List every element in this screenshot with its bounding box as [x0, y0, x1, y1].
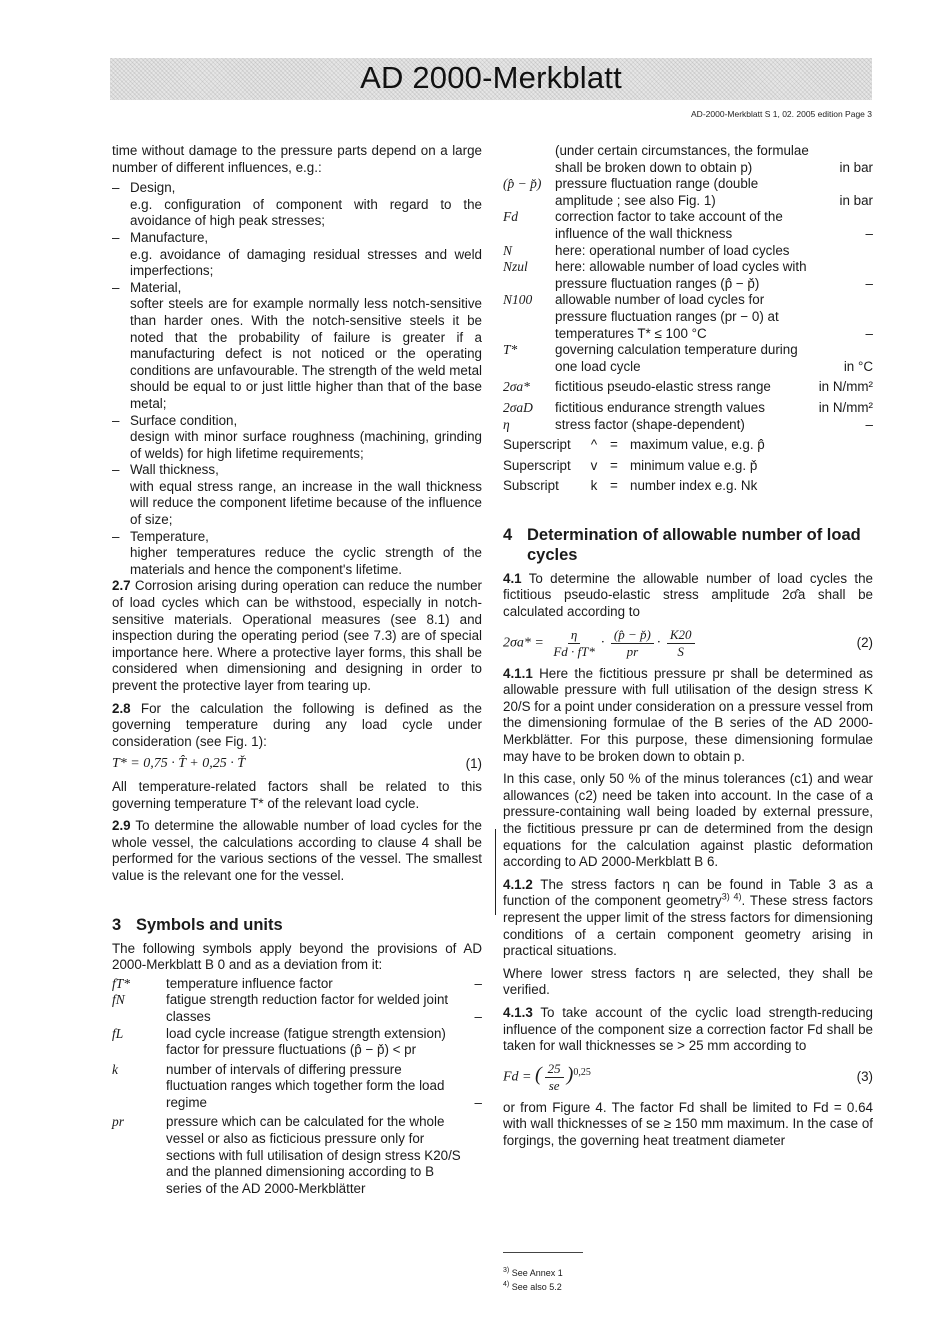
script-conventions — [503, 437, 873, 495]
clause-4-1-2-cont: Where lower stress factors η are selected, they shall be verified. — [503, 965, 873, 998]
list-item: – Temperature, higher temperatures reduce the cyclic strength of the materials and hence the component's lifetime. — [112, 529, 482, 579]
equation-3: Fd = ( $\frac{25}{se}$ )$^{0,25}$ (3) — [503, 1060, 873, 1093]
clause-2-9: 2.9 To determine the allowable number of load cycles for the whole vessel, the calculations according to clause 4 shall be performed for the various sections of the vessel. The smallest value is the relevant one for the vessel. — [112, 818, 482, 883]
table-row: 2σa* fictitious pseudo-elastic stress range in N/mm² — [503, 379, 873, 395]
symbols-table-right — [503, 143, 873, 433]
equation-2: 2σa* = $\frac{\eta}{Fd \cdot fT*}$ · $\frac{(p̂ - p̌)}{pr}$ · $\frac{K20}{S}$ (2) — [503, 626, 873, 659]
section-4-heading: 4 Determination of allowable number of load cycles — [503, 525, 861, 564]
equation-1: T* = 0,75 · T̂ + 0,25 · Ť (1) — [112, 756, 482, 772]
intro-paragraph: time without damage to the pressure parts depend on a large number of different influences, e.g.: — [112, 143, 482, 175]
table-row: fT* temperature influence factor – — [112, 975, 482, 991]
table-row: 2σaD fictitious endurance strength values in N/mm² — [503, 399, 873, 415]
change-bar — [495, 829, 496, 915]
list-item: – Surface condition, design with minor surface roughness (machining, grinding of welds) for high lifetime requirements; — [112, 413, 482, 463]
header-band — [110, 58, 872, 100]
clause-4-1-1: 4.1.1 Here the fictitious pressure pr shall be determined as allowable pressure with full utilisation of the design stress K 20/S for a point under consideration on a pressure vessel from the dimensioning formulae of the B series of the AD 2000-Merkblätter. For this purpose, these dimensioning formulae may have to be broken down to obtain p. — [503, 665, 873, 764]
table-row: Fd correction factor to take account of the influence of the wall thickness – — [503, 209, 873, 241]
clause-2-8-after: All temperature-related factors shall be related to this governing temperature T* of the relevant load cycle. — [112, 778, 482, 811]
table-row: Subscript k = number index e.g. Nk — [503, 478, 758, 494]
table-row: N100 allowable number of load cycles for pressure fluctuation ranges (pr − 0) at temperatures T* ≤ 100 °C – — [503, 292, 873, 341]
clause-4-1-1-cont: In this case, only 50 % of the minus tolerances (c1) and wear allowances (c2) need be taken into account. In the case of a pressure-containing wall being loaded by external pressure, the fictitious pressure pr can de determined from the design equations for the calculation against plastic deformation according to AD 2000-Merkblatt B 6. — [503, 771, 873, 870]
clause-2-7: 2.7 Corrosion arising during operation can reduce the number of load cycles which can be withstood, especially in notch-sensitive materials. Operational measures (see 8.1) and inspection during the operating period (see 7.3) are of special importance here. Where a protective layer forms, this shall be considered when dimensioning and designing in order to prevent the protective layer from tearing up. — [112, 578, 482, 693]
influences-list — [112, 180, 482, 578]
table-row: fN fatigue strength reduction factor for welded joint classes – — [112, 992, 482, 1024]
table-row: η stress factor (shape-dependent) – — [503, 416, 873, 432]
footnote: $^{4)}$ See also 5.2 — [503, 1281, 562, 1292]
left-column — [112, 143, 482, 1197]
list-item: – Material, softer steels are for example normally less notch-sensitive than harder ones. With the notch-sensitive steels it be noted that the probability of failure is greater if a manufacturing defect is not noticed or the operating conditions are unfavourable. The strength of the weld metal should be equal to or just little higher than that of the base metal; — [112, 280, 482, 413]
clause-4-1-3: 4.1.3 To take account of the cyclic load strength-reducing influence of the component size a correction factor Fd shall be taken for wall thicknesses se > 25 mm according to — [503, 1004, 873, 1054]
footnote: $^{3)}$ See Annex 1 — [503, 1267, 563, 1278]
list-item: – Manufacture, e.g. avoidance of damaging residual stresses and weld imperfections; — [112, 230, 482, 280]
footnote-rule — [503, 1252, 583, 1253]
right-column — [503, 143, 873, 1150]
table-row: fL load cycle increase (fatigue strength extension) factor for pressure fluctuations (p̂ − p̌) < pr — [112, 1025, 446, 1058]
table-row: Superscript ^ = maximum value, e.g. p̂ — [503, 437, 765, 453]
section-3-intro: The following symbols apply beyond the provisions of AD 2000-Merkblatt B 0 and as a deviation from it: — [112, 940, 482, 973]
table-row: pr pressure which can be calculated for the whole vessel or also as ficticious pressure only for sections with full utilisation of design stress K20/S and the planned dimensioning according to B series of the AD 2000-Merkblätter — [112, 1114, 461, 1196]
symbols-table-left — [112, 976, 482, 1198]
list-item: – Design, e.g. configuration of component with regard to the avoidance of high peak stresses; — [112, 180, 482, 230]
clause-4-1-3-after: or from Figure 4. The factor Fd shall be limited to Fd = 0.64 with wall thicknesses of se ≥ 150 mm maximum. In the case of forgings, the governing heat treatment diameter — [503, 1099, 873, 1148]
clause-4-1-2: 4.1.2 The stress factors η can be found in Table 3 as a function of the component geometry$^{3) 4)}$. These stress factors represent the upper limit of the stress factors for dimensioning conditions of a certain component geometry arising in practical situations. — [503, 876, 873, 959]
table-row: N here: operational number of load cycles — [503, 242, 790, 258]
table-row: (under certain circumstances, the formulae shall be broken down to obtain p) in bar — [555, 143, 873, 175]
page-reference: AD-2000-Merkblatt S 1, 02. 2005 edition Page 3 — [691, 109, 872, 119]
table-row: T* governing calculation temperature during one load cycle in °C — [503, 342, 873, 374]
table-row: k number of intervals of differing pressure fluctuation ranges which together form the load regime – — [112, 1061, 482, 1110]
footnotes — [503, 1265, 563, 1293]
list-item: – Wall thickness, with equal stress range, an increase in the wall thickness will reduce the component lifetime because of the influence of size; — [112, 462, 482, 528]
table-row: (p̂ − p̌) pressure fluctuation range (double amplitude ; see also Fig. 1) in bar — [503, 176, 873, 208]
document-title: AD 2000-Merkblatt — [360, 60, 622, 95]
clause-2-8: 2.8 For the calculation the following is defined as the governing temperature during any load cycle under consideration (see Fig. 1): — [112, 700, 482, 749]
clause-4-1: 4.1 To determine the allowable number of load cycles the fictitious pseudo-elastic stress amplitude 2σ̂a shall be calculated according to — [503, 570, 873, 620]
table-row: Nzul here: allowable number of load cycles with pressure fluctuation ranges (p̂ − p̌) – — [503, 259, 873, 291]
table-row: Superscript v = minimum value e.g. p̌ — [503, 457, 758, 473]
section-3-heading: 3 Symbols and units — [112, 915, 283, 934]
